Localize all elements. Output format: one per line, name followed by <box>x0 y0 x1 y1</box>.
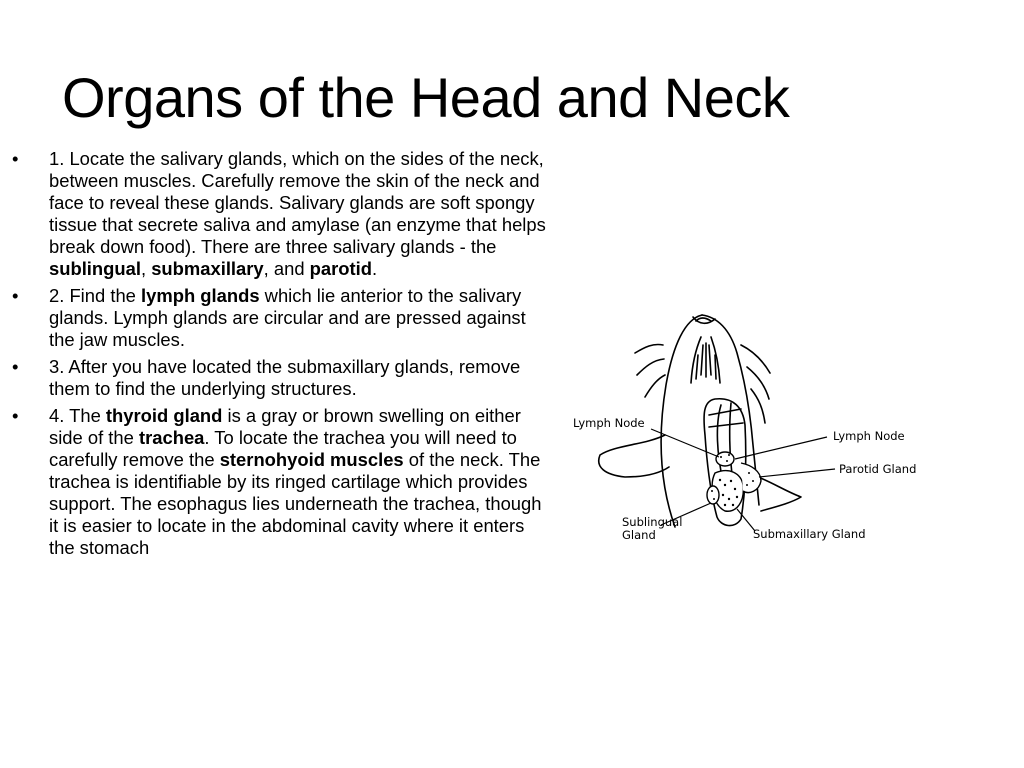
bullet-item <box>12 285 546 351</box>
leader-lymph-right <box>735 437 827 459</box>
leader-parotid <box>759 469 835 477</box>
bullet-text: 4. The <box>49 405 106 426</box>
bold-term: submaxillary <box>151 258 264 279</box>
label-sublingual-gland-1: Sublingual <box>622 515 683 529</box>
bullet-marker: • <box>12 148 19 169</box>
bullet-text: . To locate the trachea you will need to carefully remove the <box>49 427 517 470</box>
bullet-text: which lie anterior to the salivary glands. Lymph glands are circular and are pressed against the jaw muscles. <box>49 285 526 350</box>
bullet-text: is a gray or brown swelling on either side of the <box>49 405 521 448</box>
bold-term: trachea <box>138 427 205 448</box>
salivary-gland-diagram <box>565 305 935 555</box>
bold-term: lymph glands <box>141 285 260 306</box>
bullet-marker: • <box>12 356 19 377</box>
bold-term: thyroid gland <box>105 405 223 426</box>
bullet-item <box>12 405 546 559</box>
head-outline <box>661 315 702 527</box>
bullet-text: , and <box>263 258 310 279</box>
slide-title: Organs of the Head and Neck <box>62 66 790 129</box>
bullet-marker: • <box>12 405 19 426</box>
label-lymph-node-left: Lymph Node <box>573 416 645 430</box>
label-submaxillary-gland: Submaxillary Gland <box>753 527 866 541</box>
lymph-node-shape <box>716 452 734 466</box>
skin-flap-left <box>599 435 669 477</box>
bold-term: sternohyoid muscles <box>219 449 404 470</box>
bold-term: sublingual <box>49 258 141 279</box>
whiskers-right <box>741 345 770 423</box>
diagram-drawing <box>565 305 935 555</box>
bullet-text: . <box>372 258 378 279</box>
label-sublingual-gland-2: Gland <box>622 528 656 542</box>
bullet-text: , <box>140 258 152 279</box>
bold-term: parotid <box>309 258 372 279</box>
whiskers-left <box>635 344 665 397</box>
bullet-text: 1. Locate the salivary glands, which on the sides of the neck, between muscles. Carefully remove the skin of the neck and face to reveal these glands. Salivary glands are soft spongy tissue that secrete saliva and amylase (an enzyme that helps break down food). There are three salivary glands - the <box>49 148 546 257</box>
bullet-marker: • <box>12 285 19 306</box>
parotid-gland-shape <box>741 463 761 493</box>
bullet-text: 2. Find the <box>49 285 142 306</box>
label-parotid-gland: Parotid Gland <box>839 462 917 476</box>
bullet-item <box>12 148 546 280</box>
label-lymph-node-right: Lymph Node <box>833 429 905 443</box>
bullet-text: 3. After you have located the submaxillary glands, remove them to find the underlying structures. <box>49 356 521 399</box>
bullet-list <box>12 148 546 564</box>
sublingual-gland-shape <box>707 486 719 504</box>
bullet-item <box>12 356 546 400</box>
bullet-text: of the neck. The trachea is identifiable by its ringed cartilage which provides support. The esophagus lies underneath the trachea, though it is easier to locate in the abdominal cavity where it enters the stomach <box>49 449 542 558</box>
